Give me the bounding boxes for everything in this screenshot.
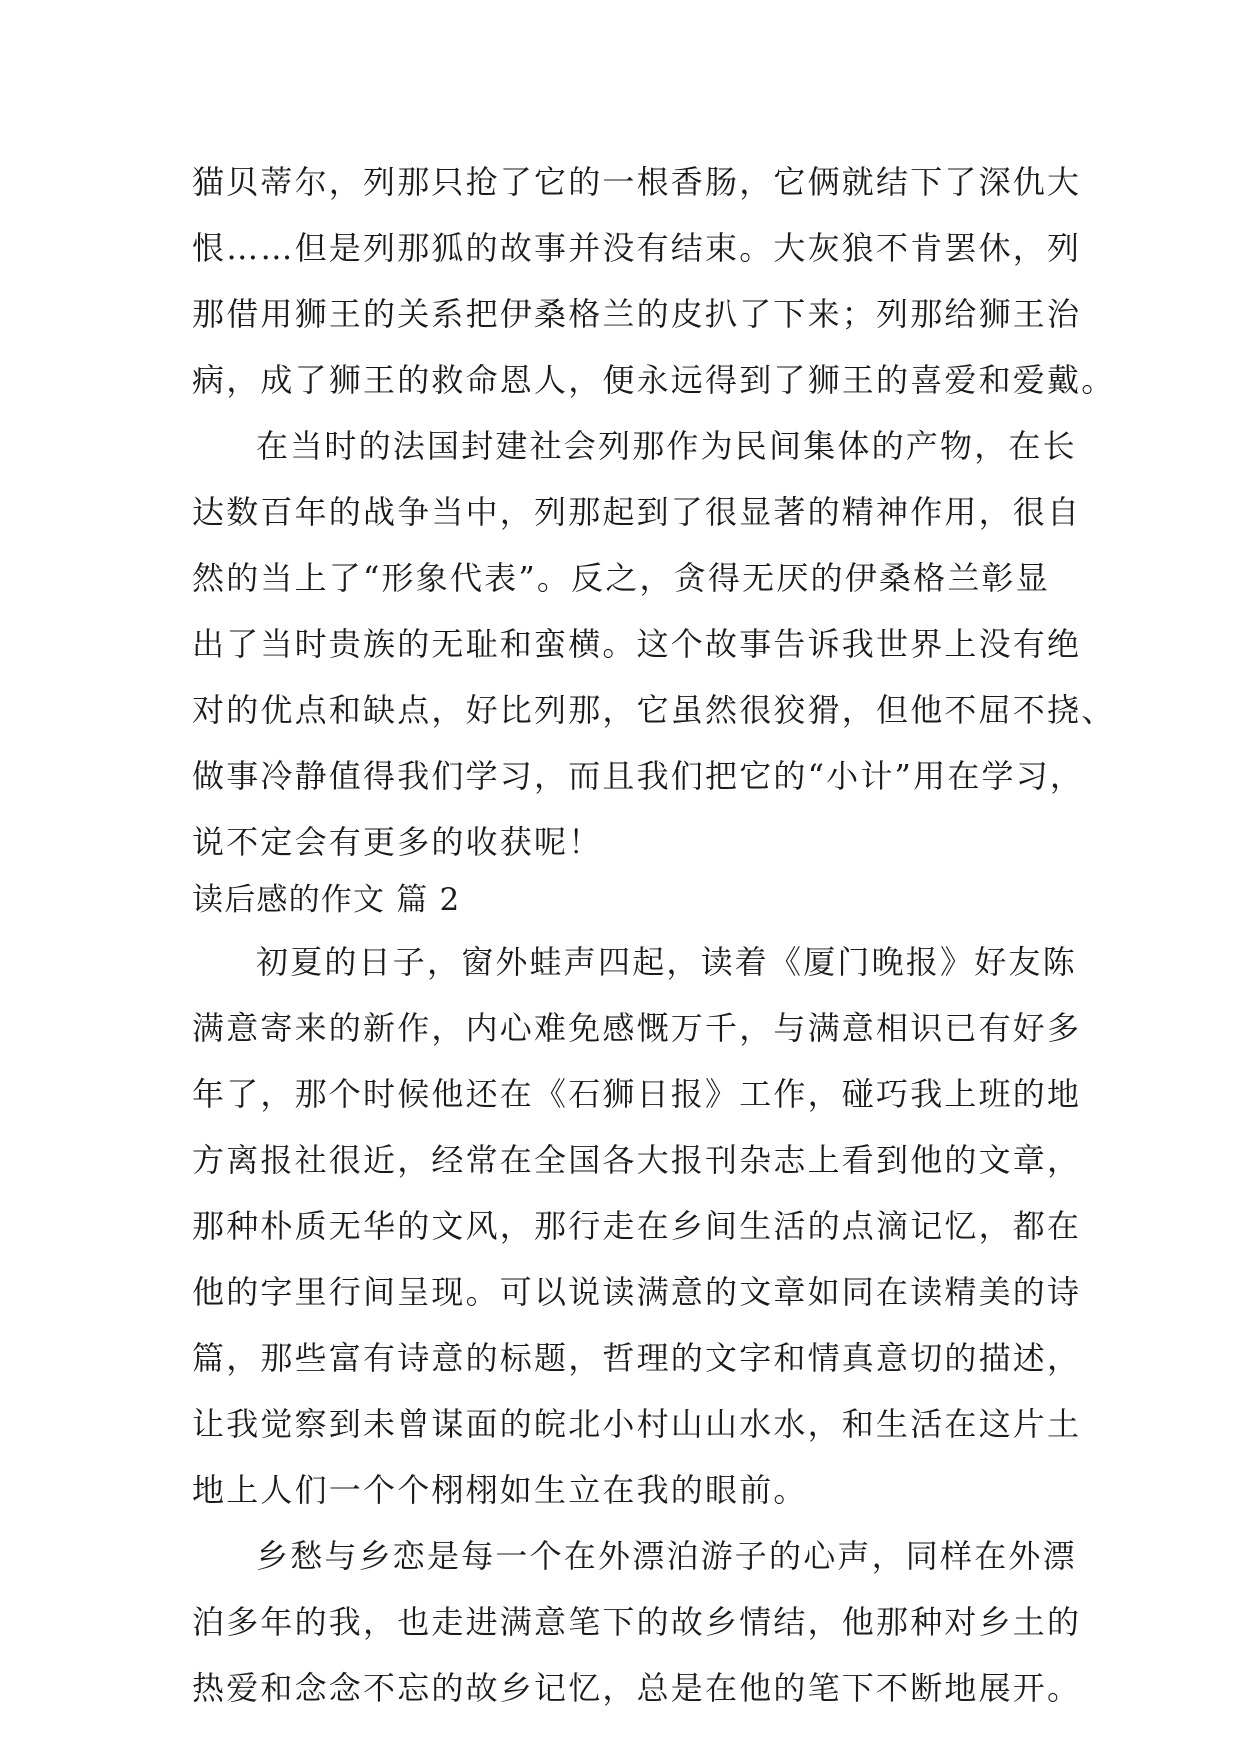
section2-paragraph-2-line-3: 热爱和念念不忘的故乡记忆，总是在他的笔下不断地展开。 — [192, 1669, 1082, 1707]
section2-paragraph-1-line-5: 那种朴质无华的文风，那行走在乡间生活的点滴记忆，都在 — [192, 1207, 1082, 1245]
section2-paragraph-1-line-9: 地上人们一个个栩栩如生立在我的眼前。 — [192, 1471, 808, 1509]
section2-paragraph-1-line-3: 年了，那个时候他还在《石狮日报》工作，碰巧我上班的地 — [192, 1075, 1082, 1113]
section2-paragraph-2-line-1: 乡愁与乡恋是每一个在外漂泊游子的心声，同样在外漂 — [256, 1537, 1077, 1575]
paragraph-2-line-6: 做事冷静值得我们学习，而且我们把它的“小计”用在学习， — [192, 757, 1085, 795]
section2-paragraph-1-line-7: 篇，那些富有诗意的标题，哲理的文字和情真意切的描述， — [192, 1339, 1082, 1377]
paragraph-2-line-7: 说不定会有更多的收获呢！ — [192, 823, 603, 861]
paragraph-2-line-2: 达数百年的战争当中，列那起到了很显著的精神作用，很自 — [192, 493, 1082, 531]
section-heading: 读后感的作文 篇 2 — [192, 882, 461, 918]
section2-paragraph-1-line-6: 他的字里行间呈现。可以说读满意的文章如同在读精美的诗 — [192, 1273, 1082, 1311]
paragraph-2-line-3: 然的当上了“形象代表”。反之，贪得无厌的伊桑格兰彰显 — [192, 559, 1050, 597]
section2-paragraph-1-line-1: 初夏的日子，窗外蛙声四起，读着《厦门晚报》好友陈 — [256, 943, 1077, 981]
section2-paragraph-2-line-2: 泊多年的我，也走进满意笔下的故乡情结，他那种对乡土的 — [192, 1603, 1082, 1641]
paragraph-2-line-4: 出了当时贵族的无耻和蛮横。这个故事告诉我世界上没有绝 — [192, 625, 1082, 663]
section2-paragraph-1-line-8: 让我觉察到未曾谋面的皖北小村山山水水，和生活在这片土 — [192, 1405, 1082, 1443]
paragraph-1-line-3: 那借用狮王的关系把伊桑格兰的皮扒了下来；列那给狮王治 — [192, 295, 1082, 333]
section2-paragraph-1-line-4: 方离报社很近，经常在全国各大报刊杂志上看到他的文章， — [192, 1141, 1082, 1179]
paragraph-1-line-1: 猫贝蒂尔，列那只抢了它的一根香肠，它俩就结下了深仇大 — [192, 163, 1082, 201]
paragraph-2-line-1: 在当时的法国封建社会列那作为民间集体的产物，在长 — [256, 427, 1077, 465]
paragraph-2-line-5: 对的优点和缺点，好比列那，它虽然很狡猾，但他不屈不挠、 — [192, 691, 1116, 729]
paragraph-1-line-4: 病，成了狮王的救命恩人，便永远得到了狮王的喜爱和爱戴。 — [192, 361, 1116, 399]
section2-paragraph-1-line-2: 满意寄来的新作，内心难免感慨万千，与满意相识已有好多 — [192, 1009, 1082, 1047]
paragraph-1-line-2: 恨……但是列那狐的故事并没有结束。大灰狼不肯罢休，列 — [192, 229, 1082, 267]
